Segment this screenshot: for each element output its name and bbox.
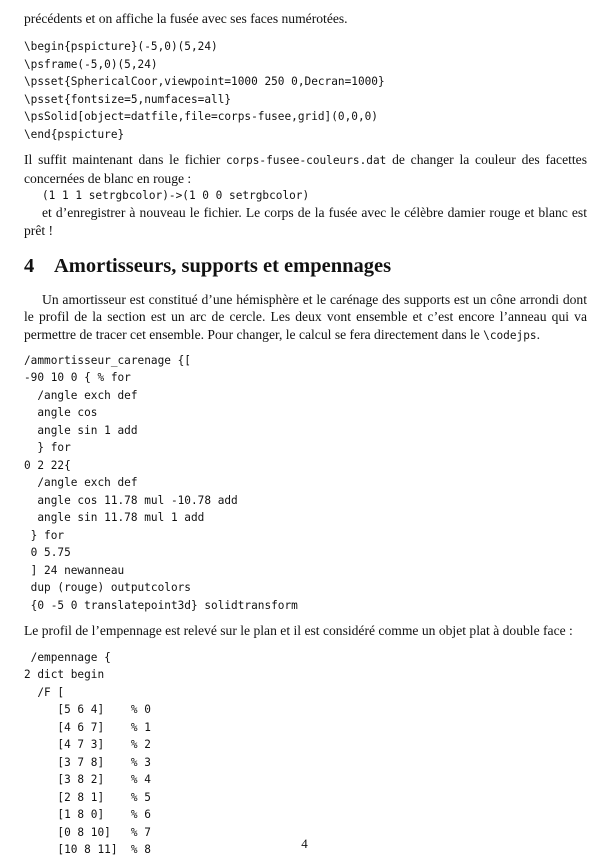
code-block-empennage: /empennage { 2 dict begin /F [ [5 6 4] % 0 [4 6 7] % 1 [4 7 3] % 2 [3 7 8] % 3 [3 8 2] % 4 [2 8 1] % 5 [1 8 0] % 6 [0 8 10] % 7 [10 8 11] % 8 [24,650,151,857]
paragraph-text: Il suffit maintenant dans le fichier [24,152,226,168]
section-number: 4 [24,254,35,277]
section-heading [24,253,587,279]
filename-code: corps-fusee-couleurs.dat [226,154,387,168]
paragraph-amortisseur [24,291,587,344]
paragraph-text: Le profil de l’empennage est relevé sur le plan et il est considéré comme un objet plat à double face : [24,623,573,639]
intro-text: précédents et on affiche la fusée avec ses faces numérotées. [24,11,348,26]
paragraph-text: Un amortisseur est constitué d’une hémisphère et le carénage des supports est un cône arrondi dont le profil de la section est un arc de cercle. Les deux vont ensemble et c’est encore l’anneau qui va permettre de tracer cet ensemble. Pour changer, le calcul se fera directement dans le [24,291,587,342]
paragraph-text: de changer la couleur des facettes concernées de blanc en rouge : [24,152,587,186]
paragraph-end: . [536,326,540,342]
color-change-code: (1 1 1 setrgbcolor)->(1 0 0 setrgbcolor) [42,188,310,202]
paragraph-color-file [24,151,587,187]
codejps-code: \codejps [483,328,537,342]
intro-paragraph [24,10,587,27]
paragraph-text: et d’enregistrer à nouveau le fichier. Le corps de la fusée avec le célèbre damier rouge et blanc est prêt ! [24,205,587,238]
paragraph-empennage [24,622,587,639]
section-title: Amortisseurs, supports et empennages [54,254,392,277]
code-block-pspicture: \begin{pspicture}(-5,0)(5,24) \psframe(-5,0)(5,24) \psset{SphericalCoor,viewpoint=1000 250 0,Decran=1000} \psset{fontsize=5,numfaces=all} \psSolid[object=datfile,file=corps-fusee,grid](0,0,0) \end{pspicture} [24,40,385,141]
code-block-ammortisseur: /ammortisseur_carenage {[ -90 10 0 { % for /angle exch def angle cos angle sin 1 add } for 0 2 22{ /angle exch def angle cos 11.78 mul -10.78 add angle sin 11.78 mul 1 add } for 0 5.75 ] 24 newanneau dup (rouge) outputcolors {0 -5 0 translatepoint3d} solidtransform [24,353,298,612]
paragraph-save [24,204,587,239]
page-number: 4 [301,836,308,851]
document-page [24,8,587,859]
